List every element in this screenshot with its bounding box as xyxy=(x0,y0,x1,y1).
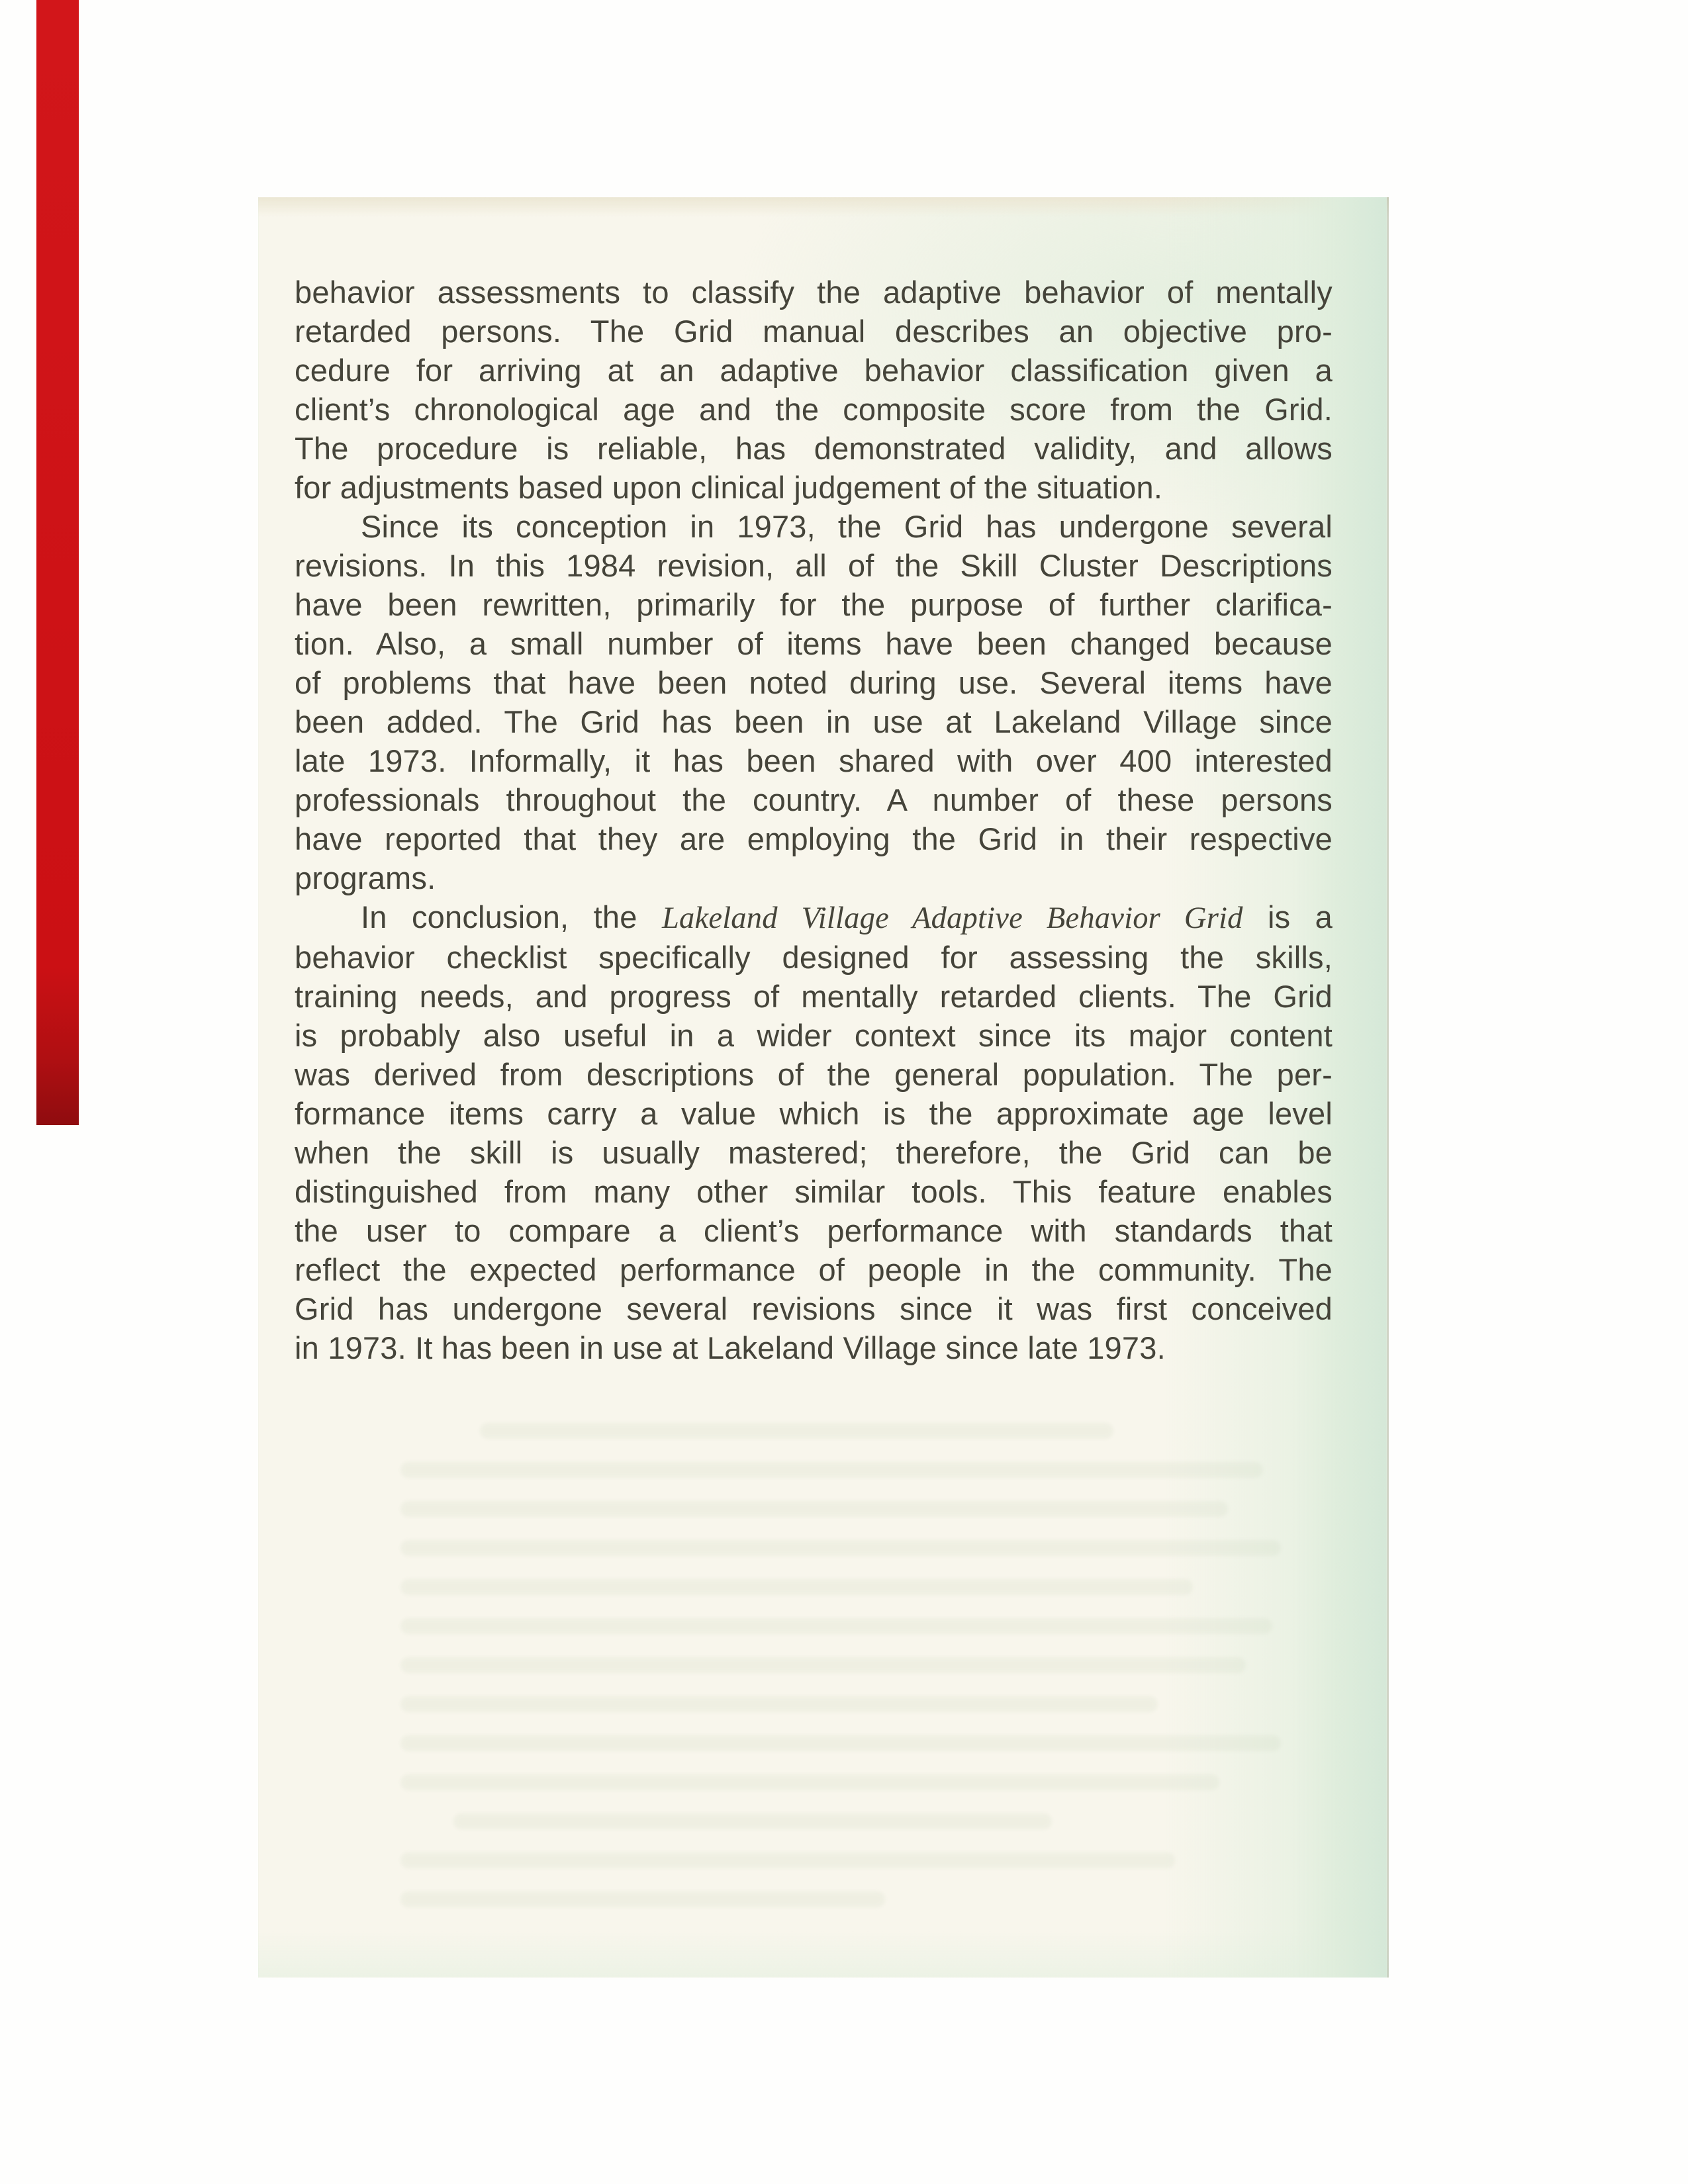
text-segment: client’s chronological age and the composite score from the Grid. xyxy=(295,392,1333,427)
text-block xyxy=(295,273,1333,1367)
text-line xyxy=(295,663,1333,702)
text-line xyxy=(295,1094,1333,1133)
text-segment: of problems that have been noted during use. Several items have xyxy=(295,665,1333,700)
text-segment: was derived from descriptions of the general population. The per- xyxy=(295,1057,1333,1092)
bleed-through-texture xyxy=(400,1423,1281,1931)
text-line xyxy=(295,741,1333,780)
bleed-line xyxy=(400,1540,1281,1556)
text-segment: revisions. In this 1984 revision, all of the Skill Cluster Descriptions xyxy=(295,548,1333,583)
text-line xyxy=(295,977,1333,1016)
text-line xyxy=(295,546,1333,585)
text-line xyxy=(295,273,1333,312)
bleed-line xyxy=(400,1657,1246,1673)
text-segment: behavior checklist specifically designed for assessing the skills, xyxy=(295,940,1333,975)
text-segment: is a xyxy=(1243,899,1333,934)
text-segment: reflect the expected performance of people in the community. The xyxy=(295,1252,1333,1287)
text-line xyxy=(295,312,1333,351)
text-segment: is probably also useful in a wider context since its major content xyxy=(295,1018,1333,1053)
bleed-line xyxy=(453,1813,1052,1829)
text-line xyxy=(295,585,1333,624)
bleed-line xyxy=(400,1501,1228,1517)
text-line xyxy=(295,1328,1333,1367)
text-segment: in 1973. It has been in use at Lakeland Village since late 1973. xyxy=(295,1330,1166,1365)
document-page xyxy=(258,197,1389,1978)
text-line xyxy=(295,1211,1333,1250)
bleed-line xyxy=(400,1618,1272,1634)
text-segment: the user to compare a client’s performance with standards that xyxy=(295,1213,1333,1248)
bleed-line xyxy=(400,1891,885,1907)
bleed-line xyxy=(400,1774,1219,1790)
text-line xyxy=(295,1016,1333,1055)
book-title-italic: Lakeland Village Adaptive Behavior Grid xyxy=(661,901,1243,935)
text-line xyxy=(295,1055,1333,1094)
bleed-line xyxy=(400,1696,1158,1712)
text-segment: training needs, and progress of mentally retarded clients. The Grid xyxy=(295,979,1333,1014)
text-segment: late 1973. Informally, it has been shared with over 400 interested xyxy=(295,743,1333,778)
text-line xyxy=(295,897,1333,938)
text-segment: Since its conception in 1973, the Grid has undergone several xyxy=(361,509,1333,544)
text-segment: for adjustments based upon clinical judgement of the situation. xyxy=(295,470,1163,505)
text-segment: behavior assessments to classify the adaptive behavior of mentally xyxy=(295,275,1333,310)
red-binding-stripe xyxy=(36,0,79,1125)
text-segment: cedure for arriving at an adaptive behavior classification given a xyxy=(295,353,1333,388)
text-line xyxy=(295,702,1333,741)
paragraph xyxy=(295,897,1333,1367)
text-segment: programs. xyxy=(295,860,436,895)
text-line xyxy=(295,468,1333,507)
text-segment: been added. The Grid has been in use at Lakeland Village since xyxy=(295,704,1333,739)
text-line xyxy=(295,1133,1333,1172)
text-line xyxy=(295,507,1333,546)
paragraph xyxy=(295,507,1333,897)
text-line xyxy=(295,1289,1333,1328)
bleed-line xyxy=(400,1579,1193,1595)
text-line xyxy=(295,624,1333,663)
text-segment: professionals throughout the country. A number of these persons xyxy=(295,782,1333,817)
text-line xyxy=(295,858,1333,897)
text-line xyxy=(295,780,1333,819)
text-line xyxy=(295,819,1333,858)
text-segment: distinguished from many other similar tools. This feature enables xyxy=(295,1174,1333,1209)
text-segment: retarded persons. The Grid manual describes an objective pro- xyxy=(295,314,1333,349)
text-segment: Grid has undergone several revisions since it was first conceived xyxy=(295,1291,1333,1326)
text-line xyxy=(295,938,1333,977)
text-segment: tion. Also, a small number of items have been changed because xyxy=(295,626,1333,661)
text-line xyxy=(295,390,1333,429)
text-segment: have reported that they are employing the Grid in their respective xyxy=(295,821,1333,856)
bleed-line xyxy=(400,1462,1263,1478)
text-line xyxy=(295,429,1333,468)
text-segment: The procedure is reliable, has demonstrated validity, and allows xyxy=(295,431,1333,466)
text-segment: formance items carry a value which is the approximate age level xyxy=(295,1096,1333,1131)
text-line xyxy=(295,1250,1333,1289)
bleed-line xyxy=(480,1423,1114,1439)
text-line xyxy=(295,351,1333,390)
bleed-line xyxy=(400,1735,1281,1751)
text-line xyxy=(295,1172,1333,1211)
paragraph xyxy=(295,273,1333,507)
text-segment: when the skill is usually mastered; therefore, the Grid can be xyxy=(295,1135,1333,1170)
bleed-line xyxy=(400,1852,1175,1868)
text-segment: In conclusion, the xyxy=(361,899,662,934)
text-segment: have been rewritten, primarily for the purpose of further clarifica- xyxy=(295,587,1333,622)
